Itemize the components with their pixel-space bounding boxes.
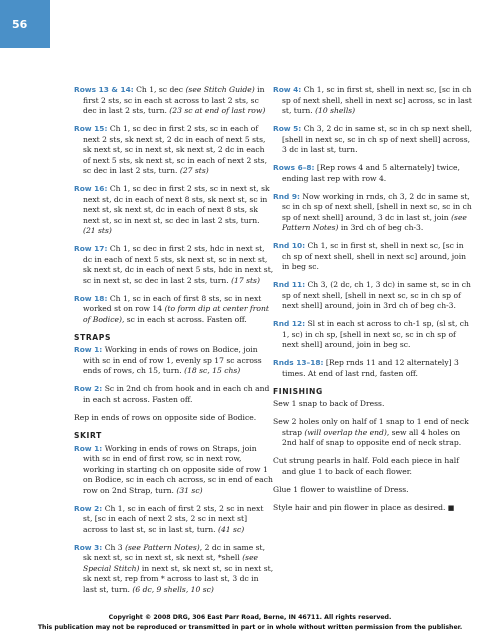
- right-column: [273, 85, 473, 521]
- left-column: [74, 85, 274, 603]
- row-5: Row 5: Ch 3, 2 dc in same st, sc in ch sp next shell, [shell in next sc, sc in ch sp of next shell] across, 3 dc in last st, turn.: [273, 124, 472, 154]
- straps-repeat-note: Rep in ends of rows on opposite side of Bodice.: [74, 412, 257, 422]
- finishing-neck-strap: Sew 2 holes only on half of 1 snap to 1 end of neck strap (will overlap the end), sew all 4 holes on 2nd half of snap to opposite end of neck strap.: [273, 417, 469, 447]
- finishing-snap: Sew 1 snap to back of Dress.: [273, 399, 385, 408]
- rnd-10: Rnd 10: Ch 1, sc in first st, shell in next sc, [sc in ch sp of next shell, shell in next sc] around, join in beg sc.: [273, 241, 467, 271]
- copyright-line: Copyright © 2008 DRG, 306 East Parr Road, Berne, IN 46711. All rights reserved.: [108, 614, 392, 621]
- row-16: Row 16: Ch 1, sc dec in first 2 sts, sc in next st, sk next st, dc in each of next 8 sts, sk next st, sc in next st, sk next st, dc in each of next 8 sts, sk next st, sc in next st, sc dec in last 2 sts, turn. (21 sts): [74, 184, 270, 235]
- rows-6-8: Rows 6–8: [Rep rows 4 and 5 alternately] twice, ending last rep with row 4.: [273, 163, 460, 183]
- finishing-pearls: Cut strung pearls in half. Fold each piece in half and glue 1 to back of each flower.: [273, 456, 460, 476]
- finishing-flower-waist: Glue 1 flower to waistline of Dress.: [273, 484, 409, 494]
- page-number-tab: [0, 0, 50, 48]
- rnds-13-18: Rnds 13–18: [Rep rnds 11 and 12 alternately] 3 times. At end of last rnd, fasten off.: [273, 358, 459, 378]
- straps-heading: STRAPS: [74, 332, 112, 342]
- rnd-9: Rnd 9: Now working in rnds, ch 3, 2 dc in same st, sc in ch sp of next shell, [shell in next sc, sc in ch sp of next shell] around, 3 dc in last st, join (see Pattern Notes) in 3rd ch of beg ch-3.: [273, 191, 472, 232]
- skirt-row-3: Row 3: Ch 3 (see Pattern Notes), 2 dc in same st, sk next st, sc in next st, sk next st, *shell (see Special Stitch) in next st, sk next st, sc in next st, sk next st, rep from * across to last st, 3 dc in last st, turn. (6 dc, 9 shells, 10 sc): [74, 542, 274, 594]
- row-4: Row 4: Ch 1, sc in first st, shell in next sc, [sc in ch sp of next shell, shell in next sc] across, sc in last st, turn. (10 shells): [273, 85, 472, 115]
- rows-13-14: Rows 13 & 14: Ch 1, sc dec (see Stitch Guide) in first 2 sts, sc in each st across to last 2 sts, sc dec in last 2 sts, turn. (23 sc at end of last row): [74, 85, 266, 115]
- finishing-heading: FINISHING: [273, 386, 323, 396]
- skirt-heading: SKIRT: [74, 431, 102, 440]
- row-18: Row 18: Ch 1, sc in each of first 8 sts, sc in next worked st on row 14 (to form dip at center front of Bodice), sc in each st across. Fasten off.: [74, 293, 269, 324]
- skirt-row-1: Row 1: Working in ends of rows on Straps, join with sc in end of first row, sc in next row, working in starting ch on opposite side of row 1 on Bodice, sc in each ch across, sc in end of each row on 2nd Strap, turn. (31 sc): [74, 443, 273, 495]
- rnd-11: Rnd 11: Ch 3, (2 dc, ch 1, 3 dc) in same st, sc in ch sp of next shell, [shell in next sc, sc in ch sp of next shell] around, join in 3rd ch of beg ch-3.: [273, 280, 471, 310]
- straps-row-1: Row 1: Working in ends of rows on Bodice, join with sc in end of row 1, evenly sp 17 sc across ends of rows, ch 15, turn. (18 sc, 15 chs): [74, 345, 262, 375]
- permission-line: This publication may not be reproduced or transmitted in part or in whole without written permission from the publisher.: [37, 624, 463, 631]
- row-15: Row 15: Ch 1, sc dec in first 2 sts, sc in each of next 2 sts, sk next st, 2 dc in each of next 5 sts, sk next st, sc in next st, sk next st, 2 dc in each of next 5 sts, sk next st, sc in each of next 2 sts, sc dec in last 2 sts, turn. (27 sts): [74, 124, 267, 175]
- rnd-12: Rnd 12: Sl st in each st across to ch-1 sp, (sl st, ch 1, sc) in ch sp, [shell in next sc, sc in ch sp of next shell] around, join in beg sc.: [273, 319, 469, 349]
- row-17: Row 17: Ch 1, sc dec in first 2 sts, hdc in next st, dc in each of next 5 sts, sk next st, sc in next st, sk next st, dc in each of next 5 sts, hdc in next st, sc in next st, sc dec in last 2 sts, turn. (17 sts): [74, 244, 274, 285]
- page-number: 56: [12, 18, 28, 31]
- skirt-row-2: Row 2: Ch 1, sc in each of first 2 sts, 2 sc in next st, [sc in each of next 2 sts, 2 sc in next st] across to last st, sc in last st, turn. (41 sc): [74, 503, 264, 534]
- end-mark-icon: ■: [447, 503, 455, 512]
- finishing-hair: Style hair and pin flower in place as desired. ■: [273, 502, 455, 512]
- straps-row-2: Row 2: Sc in 2nd ch from hook and in each ch and in each st across. Fasten off.: [74, 384, 270, 404]
